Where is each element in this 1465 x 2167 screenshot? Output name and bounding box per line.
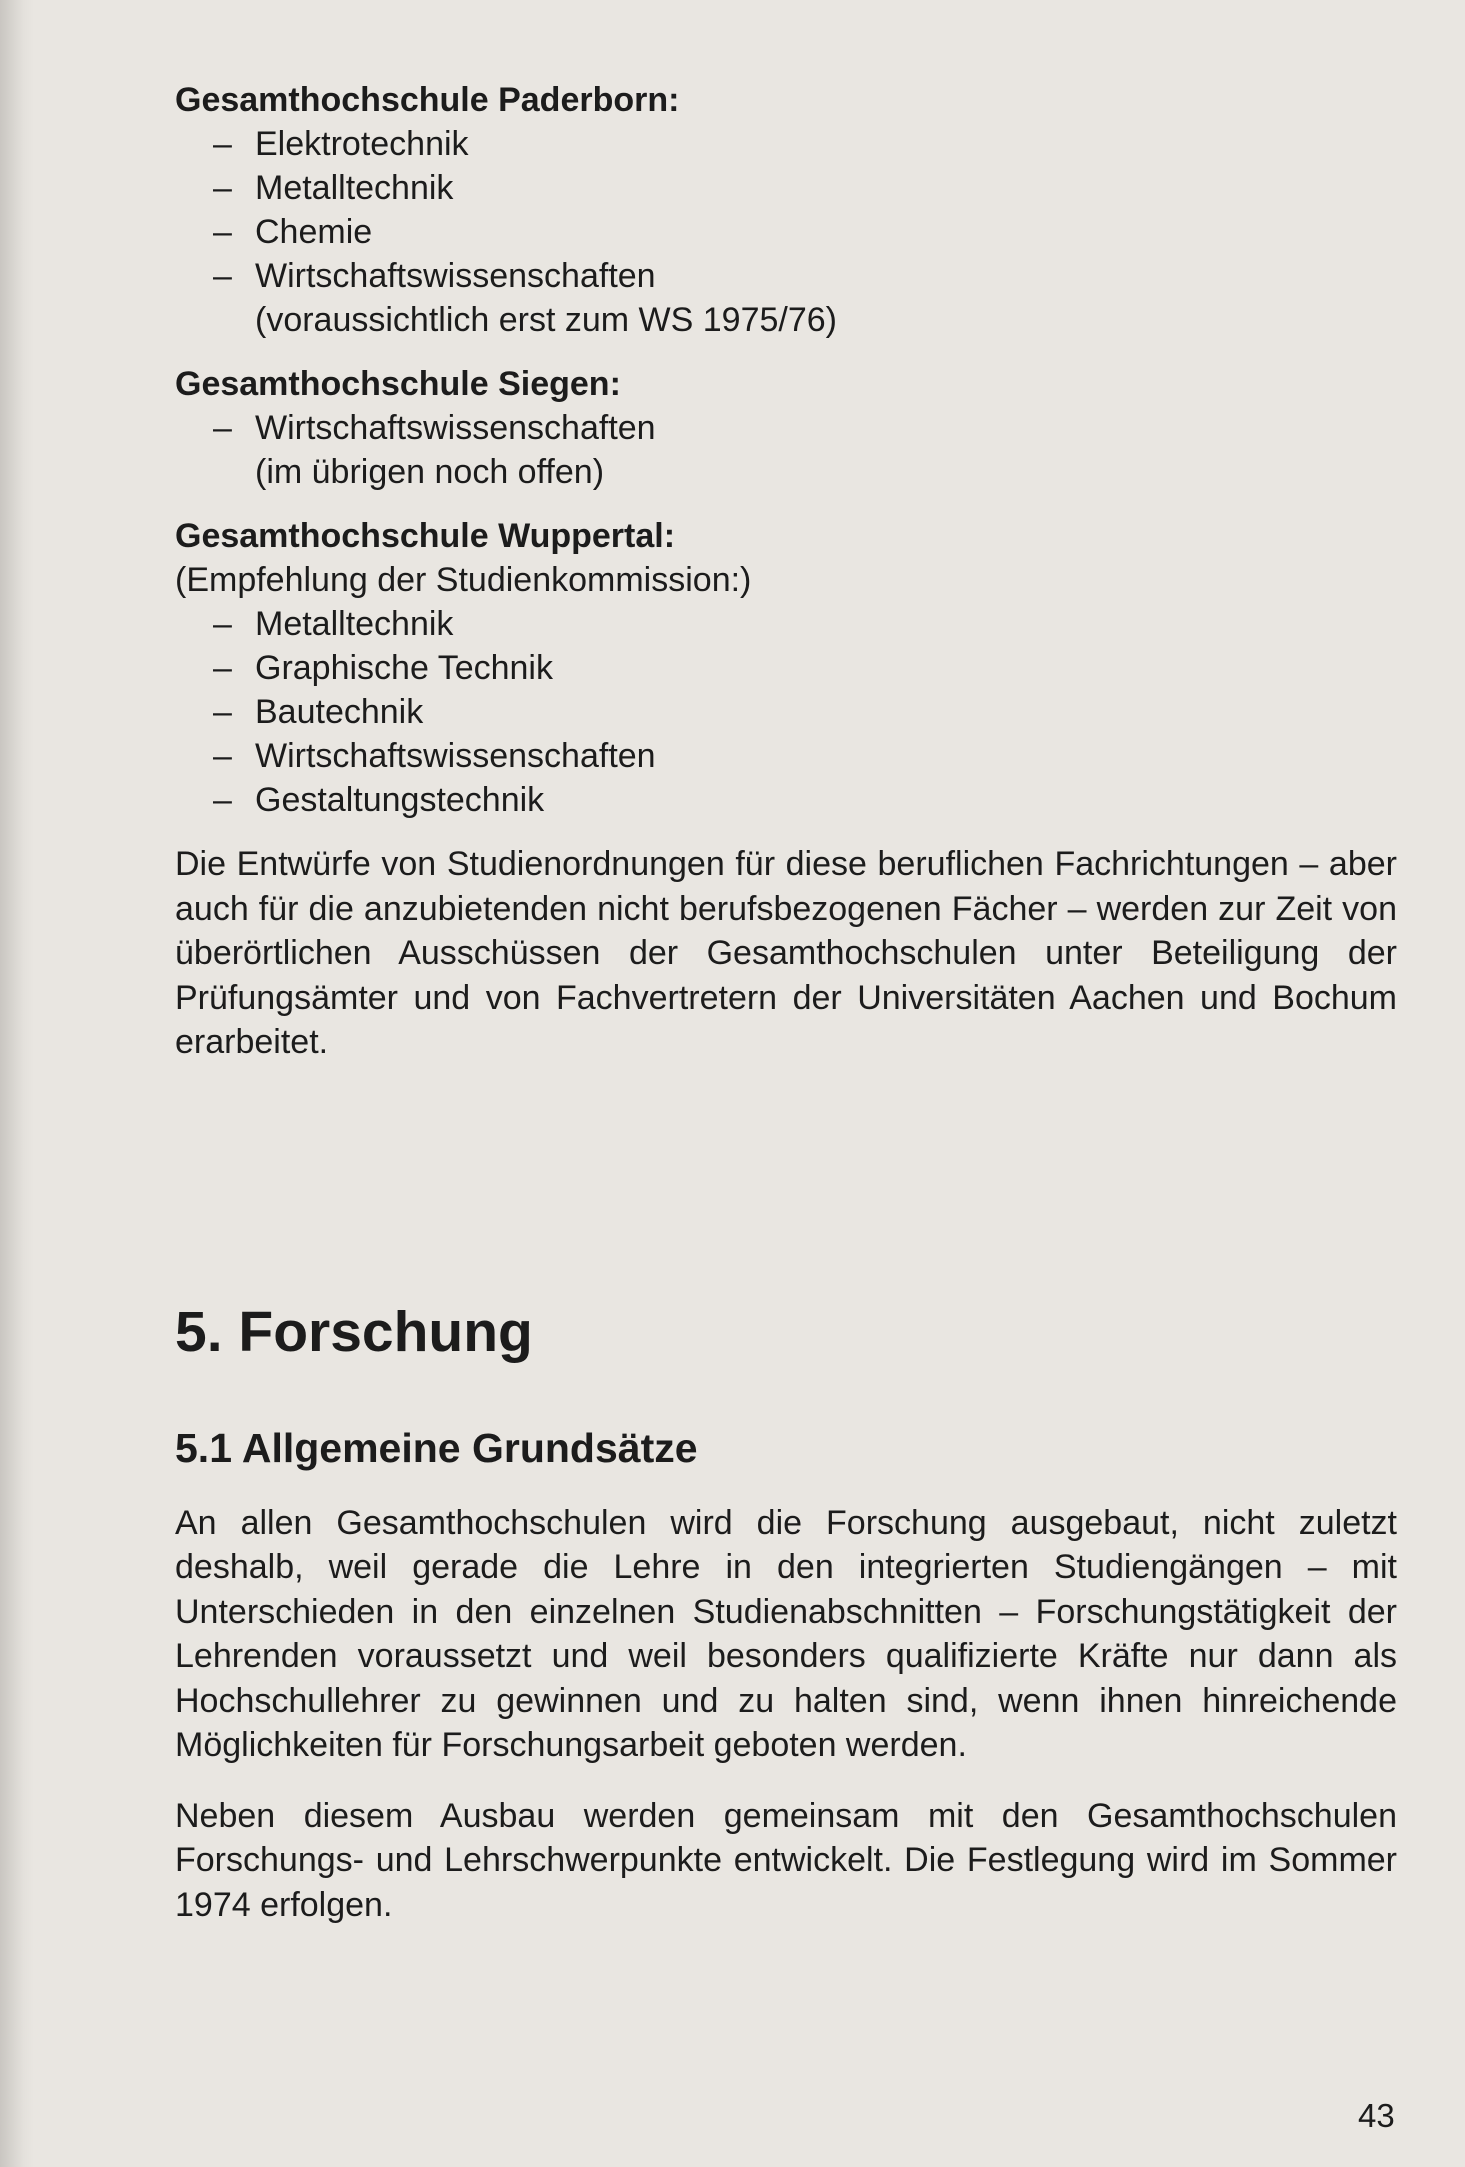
wuppertal-heading: Gesamthochschule Wuppertal:	[175, 517, 676, 555]
siegen-note: (im übrigen noch offen)	[255, 453, 605, 491]
list-item: – Metalltechnik	[213, 169, 454, 207]
page-content	[175, 78, 1397, 1927]
book-spine-shadow	[0, 0, 34, 2167]
list-item: – Graphische Technik	[213, 649, 553, 687]
list-item: – Wirtschaftswissenschaften	[213, 409, 656, 447]
list-item: – Wirtschaftswissenschaften	[213, 737, 656, 775]
list-item: – Bautechnik	[213, 693, 424, 731]
siegen-list	[175, 406, 1397, 450]
wuppertal-intro: (Empfehlung der Studienkommission:)	[175, 561, 752, 599]
siegen-heading: Gesamthochschule Siegen:	[175, 365, 621, 403]
studienordnungen-paragraph: Die Entwürfe von Studienordnungen für diese beruflichen Fachrichtungen – aber auch für die anzubietenden nicht berufsbezogenen Fächer – werden zur Zeit von überörtlichen Ausschüssen der Gesamthochschulen unter Beteiligung der Prüfungsämter und von Fachvertretern der Universitäten Aachen und Bochum erarbeitet.	[175, 845, 1397, 1061]
chapter-title: 5. Forschung	[175, 1299, 533, 1364]
paderborn-list	[175, 122, 1397, 298]
section-title: 5.1 Allgemeine Grundsätze	[175, 1424, 698, 1471]
paderborn-heading: Gesamthochschule Paderborn:	[175, 81, 680, 119]
list-item: – Elektrotechnik	[213, 125, 469, 163]
forschung-paragraph-2: Neben diesem Ausbau werden gemeinsam mit den Gesamthochschulen Forschungs- und Lehrschwerpunkte entwickelt. Die Festlegung wird im Sommer 1974 erfolgen.	[175, 1796, 1397, 1924]
forschung-paragraph-1: An allen Gesamthochschulen wird die Forschung ausgebaut, nicht zuletzt deshalb, weil gerade die Lehre in den integrierten Studiengängen – mit Unterschieden in den einzelnen Studienabschnitten – Forschungstätigkeit der Lehrenden voraussetzt und weil besonders qualifizierte Kräfte nur dann als Hochschullehrer zu gewinnen und zu halten sind, wenn ihnen hinreichende Möglichkeiten für Forschungsarbeit geboten werden.	[175, 1503, 1397, 1764]
list-item: – Metalltechnik	[213, 605, 454, 643]
list-item: – Wirtschaftswissenschaften	[213, 257, 656, 295]
list-item: – Gestaltungstechnik	[213, 781, 545, 819]
wuppertal-list	[175, 602, 1397, 822]
page-number: 43	[1358, 2097, 1395, 2134]
paderborn-note: (voraussichtlich erst zum WS 1975/76)	[255, 301, 837, 339]
list-item: – Chemie	[213, 213, 373, 251]
